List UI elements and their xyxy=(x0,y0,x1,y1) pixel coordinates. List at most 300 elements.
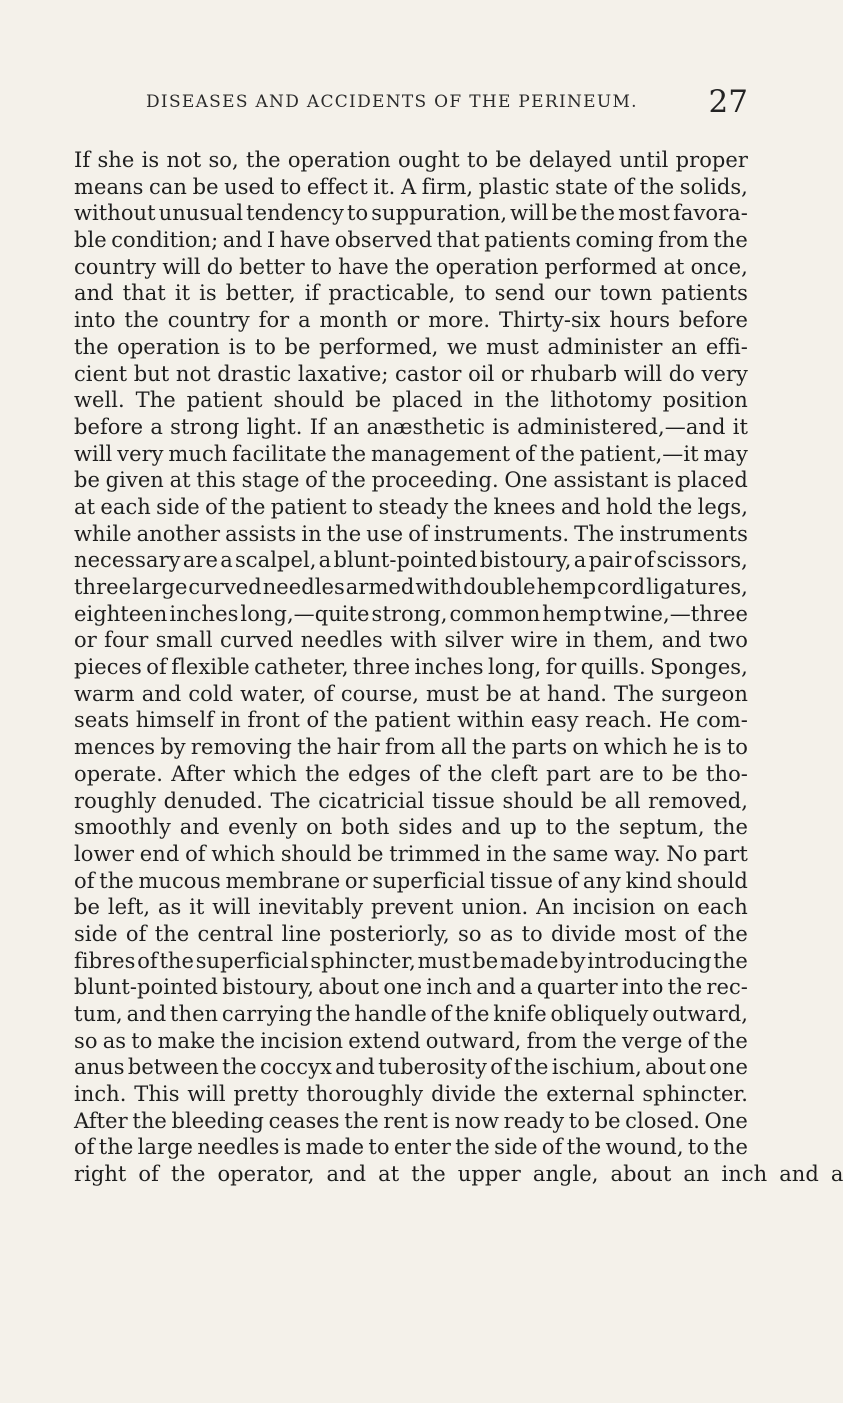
word: will xyxy=(187,1082,226,1107)
word: to xyxy=(131,1028,153,1053)
word: side xyxy=(494,1135,538,1160)
word: the xyxy=(582,1028,617,1053)
word: favora- xyxy=(673,201,748,226)
word: warm xyxy=(74,681,135,706)
text-line xyxy=(74,1029,748,1056)
word: management xyxy=(370,441,511,466)
word: of xyxy=(125,921,147,946)
word: in xyxy=(220,708,241,733)
word: an xyxy=(683,1162,710,1187)
word: very xyxy=(701,361,748,386)
word: sphincter, xyxy=(310,948,416,973)
word: one xyxy=(709,1055,748,1080)
word: the xyxy=(326,521,362,546)
word: the xyxy=(454,1002,490,1026)
word: better, xyxy=(225,281,296,306)
word: central xyxy=(197,921,274,946)
word: is xyxy=(283,1135,302,1160)
word: the xyxy=(98,1135,134,1160)
word: angle, xyxy=(532,1162,599,1187)
word: part xyxy=(703,841,748,866)
word: scissors, xyxy=(656,548,748,573)
word: in xyxy=(565,628,586,653)
word: performed, xyxy=(319,334,439,359)
word: means xyxy=(74,174,144,199)
word: and xyxy=(335,1055,375,1080)
word: effect xyxy=(306,174,368,199)
word: then xyxy=(170,1002,219,1026)
word: and xyxy=(126,1002,167,1026)
word: before xyxy=(678,308,748,333)
word: oil xyxy=(468,361,495,386)
word: firm, xyxy=(421,174,474,199)
word: given xyxy=(105,468,164,493)
word: be xyxy=(671,761,698,786)
word: The xyxy=(614,681,655,706)
word: Thirty-six xyxy=(498,308,601,333)
word: the xyxy=(246,148,281,172)
word: to xyxy=(642,761,664,786)
word: or xyxy=(74,628,97,653)
word: easy xyxy=(530,708,579,733)
word: mucous xyxy=(138,868,221,893)
word: performed xyxy=(544,254,658,279)
text-line xyxy=(74,442,748,469)
text-line xyxy=(74,281,748,308)
word: to xyxy=(351,494,374,519)
word: scalpel, xyxy=(235,548,317,573)
word: any xyxy=(582,868,621,893)
word: proceeding. xyxy=(371,468,499,493)
word: a xyxy=(220,548,233,573)
word: of xyxy=(557,868,579,893)
word: in xyxy=(473,388,494,413)
word: operation xyxy=(287,148,391,172)
word: very xyxy=(117,441,164,466)
word: operation xyxy=(435,254,539,279)
word: of xyxy=(306,708,328,733)
word: end xyxy=(139,841,180,866)
word: of xyxy=(74,1135,95,1160)
word: front xyxy=(247,708,301,733)
text-line xyxy=(74,335,748,362)
word: outward, xyxy=(652,1002,748,1026)
word: to xyxy=(280,174,302,199)
word: armed xyxy=(345,575,415,599)
word: hemp xyxy=(542,601,602,626)
word: ceases xyxy=(268,1108,340,1133)
word: strong, xyxy=(371,601,448,626)
page-header-title: DISEASES AND ACCIDENTS OF THE PERINEUM. xyxy=(146,92,638,112)
word: of xyxy=(74,868,95,893)
word: of xyxy=(490,1055,511,1080)
word: and xyxy=(779,1162,819,1187)
word: be xyxy=(192,174,219,199)
word: must xyxy=(426,681,479,706)
word: to xyxy=(310,254,332,279)
word: more. xyxy=(428,308,491,333)
word: smoothly xyxy=(74,815,171,840)
text-line xyxy=(74,869,748,896)
text-line xyxy=(74,201,748,228)
word: carrying xyxy=(221,1002,313,1026)
word: After xyxy=(74,1108,128,1133)
word: water, xyxy=(240,681,307,706)
word: of xyxy=(205,494,226,519)
word: the xyxy=(580,201,616,226)
word: up xyxy=(509,815,537,840)
word: may xyxy=(703,441,748,466)
word: incision xyxy=(572,895,656,920)
text-line xyxy=(74,735,748,762)
text-line xyxy=(74,815,748,842)
word: it xyxy=(732,414,748,439)
word: inches xyxy=(414,655,484,680)
word: inch xyxy=(721,1162,768,1187)
word: wound, xyxy=(605,1135,684,1160)
word: patient xyxy=(374,708,451,733)
word: into xyxy=(621,975,664,1000)
word: and xyxy=(326,1162,367,1187)
word: If xyxy=(309,414,326,439)
word: stage xyxy=(241,468,300,493)
word: and xyxy=(661,628,702,653)
word: ought xyxy=(397,148,460,172)
text-line xyxy=(74,415,748,442)
word: or xyxy=(500,361,524,386)
word: patient xyxy=(270,494,347,519)
word: twine,—three xyxy=(603,601,748,626)
word: made xyxy=(305,1135,365,1160)
word: membrane xyxy=(225,868,341,893)
word: side xyxy=(74,921,118,946)
word: observed xyxy=(334,228,433,253)
word: plastic xyxy=(478,174,550,199)
text-line xyxy=(74,708,748,735)
word: the xyxy=(222,1055,257,1080)
word: condition; xyxy=(111,228,219,253)
word: the xyxy=(503,1082,539,1107)
page-number: 27 xyxy=(708,84,748,120)
word: union. xyxy=(461,895,529,920)
word: should xyxy=(280,841,352,866)
word: trimmed xyxy=(389,841,481,866)
word: ble xyxy=(74,228,107,253)
text-line xyxy=(74,762,748,789)
word: use xyxy=(366,521,404,546)
word: which xyxy=(603,735,668,760)
word: which xyxy=(233,761,297,786)
word: inch xyxy=(426,975,473,1000)
word: most xyxy=(618,201,671,226)
word: must xyxy=(417,948,471,973)
word: unusual xyxy=(158,201,244,226)
word: side xyxy=(156,494,200,519)
word: suppuration, xyxy=(371,201,508,226)
word: or xyxy=(396,308,420,333)
word: rent xyxy=(383,1108,428,1133)
word: obliquely xyxy=(550,1002,649,1026)
word: himself xyxy=(135,708,214,733)
word: most xyxy=(624,921,677,946)
word: in xyxy=(486,841,507,866)
text-line xyxy=(74,655,748,682)
word: and xyxy=(141,681,182,706)
word: a xyxy=(150,414,163,439)
word: extend xyxy=(348,1028,421,1053)
word: them, xyxy=(593,628,655,653)
word: ready xyxy=(503,1108,565,1133)
word: cicatricial xyxy=(318,788,425,813)
word: large xyxy=(132,575,188,599)
word: made xyxy=(499,948,559,973)
word: on xyxy=(663,895,690,920)
word: tissue xyxy=(431,788,495,813)
word: the xyxy=(667,975,703,1000)
word: be xyxy=(284,334,311,359)
word: the xyxy=(74,334,109,359)
word: anæsthetic xyxy=(366,414,485,439)
text-line xyxy=(74,575,748,602)
word: hours xyxy=(609,308,671,333)
word: No xyxy=(666,841,698,866)
word: curved xyxy=(188,575,262,599)
word: she xyxy=(97,148,135,172)
word: proper xyxy=(675,148,748,172)
word: make xyxy=(157,1028,216,1053)
word: will xyxy=(74,441,113,466)
word: left, xyxy=(107,895,151,920)
word: the xyxy=(639,174,675,199)
word: If xyxy=(74,148,91,172)
text-line xyxy=(74,148,748,175)
word: should xyxy=(676,868,748,893)
word: so, xyxy=(208,148,239,172)
word: parts xyxy=(511,735,568,760)
word: between xyxy=(127,1055,219,1080)
text-line xyxy=(74,495,748,522)
word: posteriorly, xyxy=(329,921,450,946)
word: should xyxy=(502,788,574,813)
word: blunt-pointed xyxy=(74,975,219,1000)
word: evenly xyxy=(228,815,298,840)
word: town xyxy=(599,281,653,306)
word: it xyxy=(174,281,191,306)
word: tum, xyxy=(74,1002,123,1026)
word: the xyxy=(713,921,748,946)
word: operation xyxy=(117,334,220,359)
word: upper xyxy=(457,1162,521,1187)
word: send xyxy=(494,281,546,306)
word: not xyxy=(175,361,211,386)
word: this xyxy=(196,468,236,493)
word: is xyxy=(492,414,510,439)
text-line xyxy=(74,1162,843,1189)
word: sphincter. xyxy=(642,1082,748,1107)
word: is xyxy=(141,148,160,172)
word: our xyxy=(554,281,591,306)
word: from xyxy=(658,228,709,253)
word: not xyxy=(166,148,202,172)
word: that xyxy=(436,228,480,253)
word: fibres xyxy=(74,948,136,973)
word: a xyxy=(318,548,332,573)
word: the xyxy=(540,441,575,466)
word: is xyxy=(703,735,722,760)
word: it xyxy=(189,895,205,920)
word: operate. xyxy=(74,761,164,786)
word: pretty xyxy=(233,1082,299,1107)
word: mences xyxy=(74,735,156,760)
word: long, xyxy=(488,655,542,680)
word: and xyxy=(476,975,516,1000)
word: coming xyxy=(575,228,654,253)
word: be xyxy=(74,468,100,493)
text-line xyxy=(74,949,748,976)
word: delayed xyxy=(528,148,612,172)
word: country xyxy=(74,254,157,279)
word: flexible xyxy=(171,655,250,680)
word: practicable, xyxy=(328,281,456,306)
word: kind xyxy=(625,868,673,893)
text-line xyxy=(74,1135,748,1162)
word: pieces xyxy=(74,655,142,680)
word: and xyxy=(461,815,502,840)
word: of xyxy=(419,761,440,786)
word: of xyxy=(541,1135,563,1160)
word: from xyxy=(384,735,436,760)
word: in xyxy=(301,521,322,546)
word: four xyxy=(104,628,149,653)
text-line xyxy=(74,682,748,709)
word: three xyxy=(74,575,132,599)
word: the xyxy=(713,228,748,253)
word: the xyxy=(305,761,340,786)
word: hair xyxy=(336,735,380,760)
text-line xyxy=(74,522,748,549)
word: castor xyxy=(395,361,462,386)
running-head xyxy=(74,84,748,120)
word: now xyxy=(454,1108,500,1133)
word: the xyxy=(513,1055,549,1080)
word: from xyxy=(526,1028,578,1053)
word: tissue xyxy=(490,868,553,893)
word: the xyxy=(316,1002,351,1026)
word: enter xyxy=(393,1135,451,1160)
word: while xyxy=(74,521,132,546)
word: of xyxy=(313,681,334,706)
word: the xyxy=(471,735,507,760)
word: the xyxy=(331,468,366,493)
word: surgeon xyxy=(661,681,748,706)
word: solids, xyxy=(679,174,748,199)
word: hand. xyxy=(547,681,607,706)
word: patient,—it xyxy=(579,441,699,466)
word: the xyxy=(159,948,194,973)
word: to xyxy=(687,1135,710,1160)
word: cold xyxy=(188,681,234,706)
word: assists xyxy=(225,521,297,546)
text-line xyxy=(74,1002,748,1029)
word: effi- xyxy=(705,334,748,359)
word: and xyxy=(179,815,220,840)
word: is xyxy=(199,281,217,306)
word: should xyxy=(273,388,345,413)
word: patients xyxy=(484,228,571,253)
word: the xyxy=(124,308,159,333)
word: into xyxy=(74,308,116,333)
word: will xyxy=(510,201,549,226)
word: both xyxy=(341,815,390,840)
word: silver xyxy=(444,628,504,653)
word: needles xyxy=(300,628,383,653)
word: wire xyxy=(510,628,559,653)
text-line xyxy=(74,602,748,629)
word: catheter, xyxy=(254,655,349,680)
word: hemp xyxy=(536,575,597,599)
word: placed xyxy=(677,468,748,493)
word: outward, xyxy=(425,1028,522,1053)
word: hold xyxy=(605,494,653,519)
word: must xyxy=(486,334,539,359)
word: for xyxy=(258,308,290,333)
word: of xyxy=(684,921,706,946)
word: coccyx xyxy=(259,1055,332,1080)
word: the xyxy=(170,1162,206,1187)
text-line xyxy=(74,308,748,335)
word: anus xyxy=(74,1055,125,1080)
word: the xyxy=(344,1108,379,1133)
word: much xyxy=(168,441,228,466)
word: a xyxy=(298,308,311,333)
word: blunt-pointed xyxy=(333,548,478,573)
word: will xyxy=(623,361,663,386)
body-text xyxy=(74,148,843,1189)
word: pair xyxy=(588,548,632,573)
word: the xyxy=(575,815,611,840)
word: prevent xyxy=(370,895,454,920)
word: at xyxy=(378,1162,400,1187)
word: rec- xyxy=(706,975,748,1000)
word: on xyxy=(306,815,333,840)
word: the xyxy=(230,494,266,519)
text-line xyxy=(74,628,748,655)
word: the xyxy=(99,868,134,893)
text-line xyxy=(74,1055,748,1082)
word: without xyxy=(74,201,156,226)
word: all xyxy=(614,788,641,813)
word: of xyxy=(514,441,536,466)
word: superficial xyxy=(372,868,486,893)
word: incision xyxy=(260,1028,344,1053)
word: He xyxy=(658,708,690,733)
word: closed. xyxy=(625,1108,700,1133)
word: rhubarb xyxy=(530,361,618,386)
word: to xyxy=(368,1135,390,1160)
text-line xyxy=(74,1109,748,1136)
word: needles xyxy=(197,1135,280,1160)
word: the xyxy=(132,1108,167,1133)
word: as xyxy=(489,921,514,946)
word: inch. xyxy=(74,1082,127,1107)
word: double xyxy=(463,575,536,599)
word: administer xyxy=(547,334,663,359)
word: handle xyxy=(354,1002,427,1026)
word: with xyxy=(415,575,463,599)
word: and xyxy=(560,494,601,519)
word: state xyxy=(555,174,608,199)
word: three xyxy=(353,655,411,680)
